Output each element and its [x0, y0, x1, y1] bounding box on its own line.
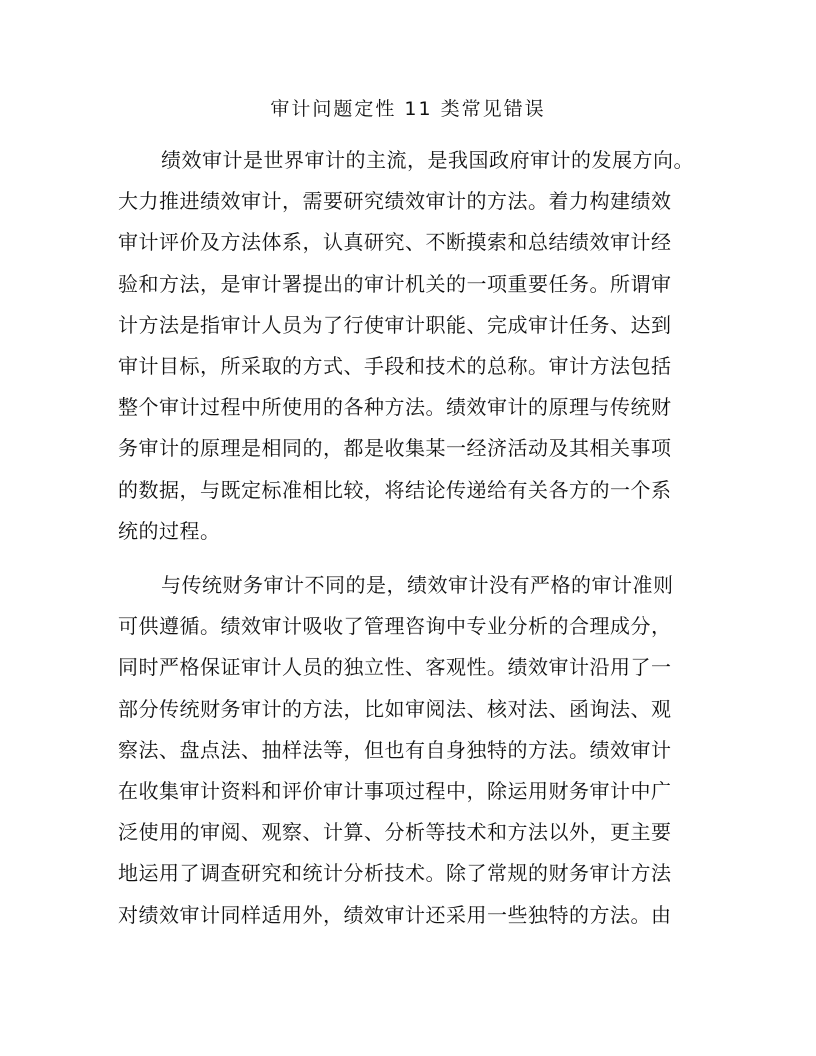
paragraph-line: 察法、盘点法、抽样法等，但也有自身独特的方法。绩效审计	[118, 737, 672, 762]
paragraph-line: 对绩效审计同样适用外，绩效审计还采用一些独特的方法。由	[118, 902, 672, 927]
paragraph-line: 大力推进绩效审计，需要研究绩效审计的方法。着力构建绩效	[118, 189, 672, 214]
paragraph-line: 整个审计过程中所使用的各种方法。绩效审计的原理与传统财	[118, 395, 672, 420]
paragraph-line: 同时严格保证审计人员的独立性、客观性。绩效审计沿用了一	[118, 655, 672, 680]
paragraph-line: 统的过程。	[118, 518, 221, 543]
paragraph-line: 可供遵循。绩效审计吸收了管理咨询中专业分析的合理成分，	[118, 614, 672, 639]
paragraph-line: 在收集审计资料和评价审计事项过程中，除运用财务审计中广	[118, 779, 672, 804]
paragraph-1	[118, 140, 698, 552]
paragraph-line: 部分传统财务审计的方法，比如审阅法、核对法、函询法、观	[118, 696, 672, 721]
paragraph-2	[118, 565, 698, 936]
paragraph-line: 验和方法，是审计署提出的审计机关的一项重要任务。所谓审	[118, 271, 672, 296]
paragraph-line: 与传统财务审计不同的是，绩效审计没有严格的审计准则	[161, 573, 674, 597]
paragraph-line: 的数据，与既定标准相比较，将结论传递给有关各方的一个系	[118, 477, 672, 502]
paragraph-line: 地运用了调查研究和统计分析技术。除了常规的财务审计方法	[118, 861, 672, 886]
paragraph-line: 务审计的原理是相同的，都是收集某一经济活动及其相关事项	[118, 436, 672, 461]
paragraph-line: 审计评价及方法体系，认真研究、不断摸索和总结绩效审计经	[118, 230, 672, 255]
paragraph-line: 绩效审计是世界审计的主流，是我国政府审计的发展方向。	[161, 148, 694, 172]
document-title: 审计问题定性 11 类常见错误	[270, 98, 546, 120]
paragraph-line: 审计目标，所采取的方式、手段和技术的总称。审计方法包括	[118, 354, 672, 379]
paragraph-line: 泛使用的审阅、观察、计算、分析等技术和方法以外，更主要	[118, 820, 672, 845]
paragraph-line: 计方法是指审计人员为了行使审计职能、完成审计任务、达到	[118, 312, 672, 337]
